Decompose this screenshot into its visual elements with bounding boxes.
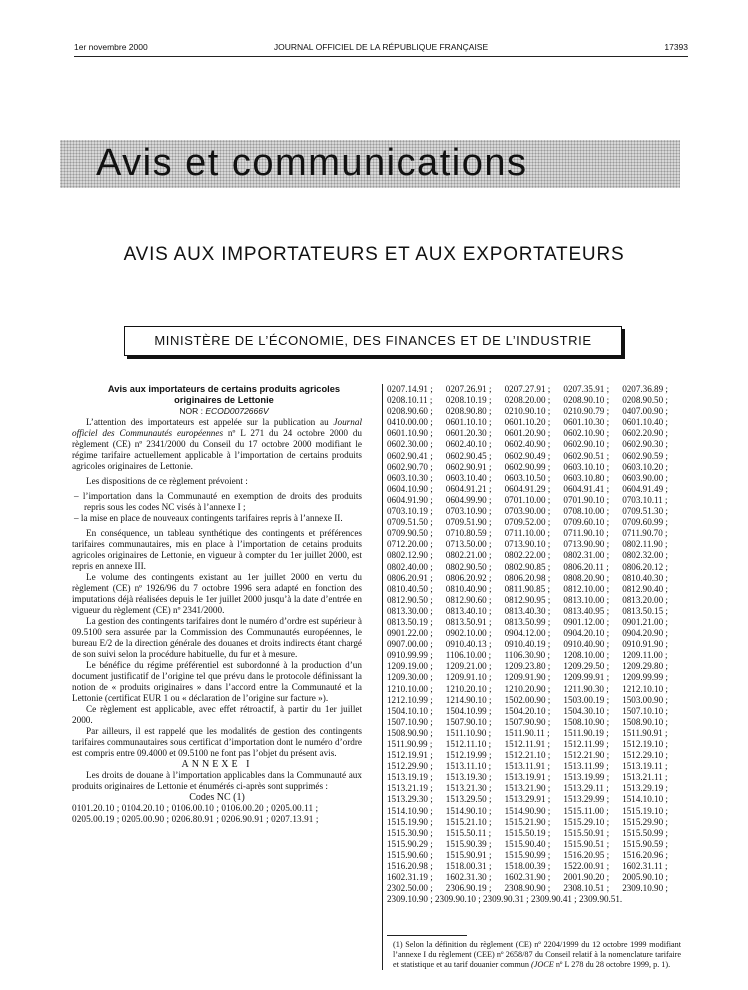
nc-code: 1513.19.11 ;	[622, 761, 668, 772]
nc-code: 0208.90.10 ;	[563, 395, 610, 406]
nc-code: 1515.90.59 ;	[622, 838, 668, 849]
nc-code: 1211.90.30 ;	[563, 683, 609, 694]
nc-code: 0802.31.00 ;	[563, 550, 610, 561]
paragraph-1-end: nº L 271 du 24 octobre 2000 du règlement (CE) nº 2341/2000 du Conseil du 17 octobre 2000 modifiant le régime tarifaire actuellement applicable à l’importation de certains produits agricoles originaires de Lettonie.	[72, 428, 363, 471]
nc-code: 0602.90.51 ;	[563, 450, 610, 461]
nc-code: 1515.19.10 ;	[622, 805, 668, 816]
nc-code: 1209.19.00 ;	[387, 661, 433, 672]
nc-code: 0806.20.92 ;	[445, 572, 492, 583]
nc-code: 1504.30.10 ;	[563, 705, 610, 716]
header-page-number: 17393	[664, 42, 688, 52]
nc-code: 0602.90.91 ;	[445, 461, 492, 472]
nc-code: 1602.31.11 ;	[622, 861, 668, 872]
nc-code: 0713.90.10 ;	[504, 539, 551, 550]
nc-code: 1513.21.19 ;	[387, 783, 433, 794]
nc-code: 0813.40.10 ;	[445, 605, 492, 616]
nc-code: 0813.40.30 ;	[504, 605, 551, 616]
nc-code: 0604.91.49 ;	[622, 483, 668, 494]
nc-code: 0811.90.85 ;	[504, 583, 550, 594]
nc-code: 1602.31.90 ;	[504, 872, 551, 883]
nc-code: 1515.90.99 ;	[504, 849, 551, 860]
nc-code: 1512.11.10 ;	[445, 739, 492, 749]
nc-code: 0603.10.40 ;	[445, 472, 492, 483]
nc-code: 0604.91.41 ;	[563, 483, 610, 494]
nc-code: 0709.51.50 ;	[387, 517, 433, 528]
nc-code: 1522.00.91 ;	[563, 861, 610, 872]
nc-code: 0910.40.90 ;	[563, 639, 610, 650]
nc-code: 0709.52.00 ;	[504, 517, 551, 528]
nc-code: 0901.22.00 ;	[387, 628, 433, 639]
nc-code: 0806.20.91 ;	[387, 572, 433, 583]
nc-code: 0703.10.19 ;	[387, 506, 433, 517]
nc-code: 1209.29.80 ;	[622, 661, 668, 672]
nc-code: 1512.19.99 ;	[445, 750, 492, 761]
nc-code: 1507.90.90 ;	[504, 716, 551, 727]
nc-code: 0603.10.10 ;	[563, 461, 610, 472]
nc-code: 1212.10.99 ;	[387, 694, 433, 705]
nc-code: 0208.90.50 ;	[622, 395, 668, 406]
nc-code: 1515.29.90 ;	[622, 816, 668, 827]
nc-code: 0813.10.00 ;	[563, 594, 610, 605]
nc-code: 1515.90.39 ;	[445, 838, 492, 849]
nc-code: 1515.30.90 ;	[387, 827, 433, 838]
nc-code: 0603.10.20 ;	[622, 461, 668, 472]
nc-code: 1513.21.30 ;	[445, 783, 492, 794]
nc-code: 1514.10.90 ;	[387, 805, 433, 816]
nc-code: 1503.00.90 ;	[622, 694, 668, 705]
nc-code: 1516.20.96 ;	[622, 849, 668, 860]
nc-code: 1512.11.91 ;	[504, 739, 550, 749]
nc-code: 0701.90.10 ;	[563, 494, 610, 505]
nc-code: 0601.20.30 ;	[445, 428, 492, 439]
nc-code: 0713.90.90 ;	[563, 539, 610, 550]
nc-code: 1508.10.90 ;	[563, 716, 610, 727]
nc-code: 0910.91.90 ;	[622, 639, 668, 650]
nc-code: 1515.90.51 ;	[563, 838, 610, 849]
nc-code: 1513.19.99 ;	[563, 772, 610, 783]
nc-code: 1515.50.99 ;	[622, 827, 668, 838]
nc-code: 1209.21.00 ;	[445, 661, 492, 672]
paragraph-4: Le volume des contingents existant au 1er juillet 2000 en vertu du règlement (CE) nº 1926/96 du 7 octobre 1996 sera adapté en fonction des imputations déjà réalisées depuis le 1er juillet 2000 jusqu’à la date d’entrée en vigueur du règlement (CE) nº 2341/2000.	[72, 572, 362, 615]
nc-code: 0711.10.00 ;	[504, 528, 550, 539]
nc-code: 0813.50.19 ;	[387, 616, 433, 627]
nc-code: 0711.90.10 ;	[563, 528, 609, 539]
nc-code: 0601.10.30 ;	[563, 417, 610, 428]
nc-code: 1507.10.90 ;	[387, 716, 433, 727]
nc-code: 0602.90.70 ;	[387, 461, 433, 472]
nc-code: 0208.20.00 ;	[504, 395, 551, 406]
nc-code: 0602.90.99 ;	[504, 461, 551, 472]
nor-reference	[72, 406, 362, 417]
nc-code: 0604.91.21 ;	[445, 483, 492, 494]
nc-code: 1106.30.90 ;	[504, 650, 550, 661]
nc-code: 1511.90.11 ;	[504, 727, 550, 738]
footnote-text-end: nº L 278 du 28 octobre 1999, p. 1).	[553, 960, 671, 970]
nc-code: 1513.11.10 ;	[445, 761, 492, 772]
nc-code: 1511.90.19 ;	[563, 727, 609, 738]
nc-code: 0602.90.30 ;	[622, 439, 668, 450]
nc-code: 0806.20.11 ;	[563, 561, 609, 572]
nc-code: 0709.90.50 ;	[387, 528, 433, 539]
nc-code: 0601.10.40 ;	[622, 417, 668, 428]
nc-code: 0806.20.98 ;	[504, 572, 551, 583]
nc-code: 0603.10.50 ;	[504, 472, 551, 483]
nc-code: 1515.11.00 ;	[563, 805, 609, 816]
nc-code: 1516.20.95 ;	[563, 849, 610, 860]
nc-code: 0802.40.00 ;	[387, 561, 433, 572]
nc-code: 0901.21.00 ;	[622, 616, 668, 627]
nc-code: 1209.99.99 ;	[622, 672, 668, 683]
nc-code: 1515.21.90 ;	[504, 816, 551, 827]
nc-code: 0904.12.00 ;	[504, 628, 551, 639]
nc-code: 0602.90.59 ;	[622, 450, 668, 461]
nc-code: 1515.21.10 ;	[445, 816, 492, 827]
nc-code: 2005.90.10 ;	[622, 872, 668, 883]
nc-code: 1515.50.19 ;	[504, 827, 551, 838]
nc-code: 0813.40.95 ;	[563, 605, 610, 616]
nc-code: 1516.20.98 ;	[387, 861, 433, 872]
nc-code: 1511.90.99 ;	[387, 739, 433, 749]
nc-code: 1504.10.10 ;	[387, 705, 433, 716]
nc-code: 0813.50.15 ;	[622, 605, 668, 616]
nc-code: 0703.10.90 ;	[445, 506, 492, 517]
nc-code: 0812.90.40 ;	[622, 583, 668, 594]
nc-code: 0709.51.90 ;	[445, 517, 492, 528]
nc-code: 0703.10.11 ;	[622, 494, 668, 505]
nc-code: 1602.31.19 ;	[387, 872, 433, 883]
nc-code: 1209.29.50 ;	[563, 661, 610, 672]
codes-grid	[387, 384, 681, 894]
paragraph-7: Ce règlement est applicable, avec effet rétroactif, à partir du 1er juillet 2000.	[72, 704, 362, 725]
nc-code: 0904.20.10 ;	[563, 628, 610, 639]
nc-code: 1503.00.19 ;	[563, 694, 610, 705]
nc-code: 1511.10.90 ;	[445, 727, 492, 738]
nc-code: 1514.90.10 ;	[445, 805, 492, 816]
nc-code: 1504.10.99 ;	[445, 705, 492, 716]
nc-code: 0910.40.13 ;	[445, 639, 492, 650]
nc-code: 0710.80.59 ;	[445, 528, 492, 539]
page-header	[74, 40, 688, 57]
nc-code: 1515.90.91 ;	[445, 849, 492, 860]
nc-code: 1212.10.10 ;	[622, 683, 668, 694]
nc-code: 1507.10.10 ;	[622, 705, 668, 716]
nc-code: 2001.90.20 ;	[563, 872, 610, 883]
paragraph-3: En conséquence, un tableau synthétique des contingents et préférences tarifaires communautaires, mis en place à l’importation de cetains produits agricoles originaires de Lettonie, en vigueur à compter du 1er juillet 2000, est repris en annexe III.	[72, 528, 362, 571]
nc-code: 1515.50.91 ;	[563, 827, 610, 838]
nc-code: 0709.60.10 ;	[563, 517, 610, 528]
nc-code: 2308.10.51 ;	[563, 883, 610, 894]
footnote-rule	[387, 935, 467, 936]
nc-code: 2309.10.90 ;	[622, 883, 668, 894]
nc-code: 1515.19.90 ;	[387, 816, 433, 827]
paragraph-2: Les dispositions de ce règlement prévoient :	[86, 476, 248, 486]
nc-code: 0812.10.00 ;	[563, 583, 610, 594]
section-title: AVIS AUX IMPORTATEURS ET AUX EXPORTATEURS	[123, 244, 625, 265]
nc-code: 0410.00.00 ;	[387, 417, 433, 428]
nc-code: 0602.40.90 ;	[504, 439, 551, 450]
footnote-journal: (JOCE	[531, 960, 554, 970]
nc-code: 0907.00.00 ;	[387, 639, 433, 650]
nc-code: 1511.90.91 ;	[622, 727, 668, 738]
nc-code: 1515.50.11 ;	[445, 827, 492, 838]
dash-item-2: – la mise en place de nouveaux contingents tarifaires repris à l’annexe II.	[74, 513, 343, 523]
nc-code: 1513.29.50 ;	[445, 794, 492, 805]
nc-code: 0802.90.85 ;	[504, 561, 551, 572]
nc-code: 0602.90.10 ;	[563, 439, 610, 450]
nc-code: 0812.90.60 ;	[445, 594, 492, 605]
nc-code: 1504.20.10 ;	[504, 705, 551, 716]
nc-code: 1210.20.90 ;	[504, 683, 551, 694]
codes-nc-heading: Codes NC (1)	[189, 792, 245, 803]
nc-code: 1518.00.31 ;	[445, 861, 492, 872]
nc-code: 0407.00.90 ;	[622, 406, 668, 417]
nc-code: 0602.20.90 ;	[622, 428, 668, 439]
nc-code: 0207.14.91 ;	[387, 384, 433, 394]
footnote	[387, 940, 681, 970]
nc-code: 0904.20.90 ;	[622, 628, 668, 639]
nc-code: 0806.20.12 ;	[622, 561, 668, 572]
nc-code: 1208.10.00 ;	[563, 650, 610, 661]
nc-code: 2308.90.90 ;	[504, 883, 551, 894]
paragraph-1-journal-name: Journal officiel des Communautés européennes	[72, 417, 363, 438]
nc-code: 0208.90.60 ;	[387, 406, 433, 417]
nc-code: 0603.10.30 ;	[387, 472, 433, 483]
nc-code: 1513.19.91 ;	[504, 772, 551, 783]
dash-item-1: – l’importation dans la Communauté en exemption de droits des produits repris sous les codes NC visés à l’annexe I ;	[74, 491, 362, 512]
nc-code: 0604.99.90 ;	[445, 494, 492, 505]
nc-code: 0713.50.00 ;	[445, 539, 492, 550]
nc-code: 0902.10.00 ;	[445, 628, 492, 639]
footnote-text-start: (1) Selon la définition du règlement (CE) nº 2204/1999 du 12 octobre 1999 modifiant l’annexe I du règlement (CEE) nº 2658/87 du Conseil relatif à la nomenclature tarifaire et statistique et au tarif douanier commun	[393, 940, 681, 970]
nc-code: 0812.90.50 ;	[387, 594, 433, 605]
nc-code: 0802.21.00 ;	[445, 550, 492, 561]
paragraph-1-start: L’attention des importateurs est appelée sur la publication au	[86, 417, 329, 427]
nc-code: 0602.10.90 ;	[563, 428, 610, 439]
nc-code: 0703.90.00 ;	[504, 506, 551, 517]
nc-code: 1513.19.19 ;	[387, 772, 433, 783]
nc-code: 1508.90.90 ;	[387, 727, 433, 738]
paragraph-5: La gestion des contingents tarifaires dont le numéro d’ordre est supérieur à 09.5100 sera assurée par la Commission des Communautés européennes, le bureau E/2 de la direction générale des douanes et droits indirects étant chargé de son suivi selon la procédure habituelle, du fur et à mesure.	[72, 616, 362, 659]
nc-code: 0810.40.90 ;	[445, 583, 492, 594]
header-date: 1er novembre 2000	[74, 42, 148, 52]
nc-code: 0602.90.49 ;	[504, 450, 551, 461]
nc-code: 1513.11.91 ;	[504, 761, 550, 772]
nc-code: 1209.30.00 ;	[387, 672, 433, 683]
header-journal-title: JOURNAL OFFICIEL DE LA RÉPUBLIQUE FRANÇAISE	[273, 42, 489, 52]
paragraph-8: Par ailleurs, il est rappelé que les modalités de gestion des contingents tarifaires communautaires sous certificat d’importation dont le numéro d’ordre est compris entre 09.4000 et 09.5100 ne font pas l’objet du présent avis.	[72, 726, 362, 758]
nc-code: 1513.29.11 ;	[563, 783, 609, 794]
nc-code: 0812.90.95 ;	[504, 594, 551, 605]
nc-code: 1515.90.40 ;	[504, 838, 551, 849]
nc-code: 0813.50.99 ;	[504, 616, 551, 627]
nc-code: 0601.10.90 ;	[387, 428, 433, 439]
nc-code: 1214.90.10 ;	[445, 694, 492, 705]
nc-code: 1513.21.11 ;	[622, 772, 668, 783]
notice-title-line2: originaires de Lettonie	[174, 395, 274, 405]
nc-code: 0208.90.80 ;	[445, 406, 492, 417]
nc-code: 0602.30.00 ;	[387, 439, 433, 450]
ministry-box: MINISTÈRE DE L’ÉCONOMIE, DES FINANCES ET DE L’INDUSTRIE	[124, 326, 622, 356]
nor-code: ECOD0072666V	[205, 406, 269, 416]
nc-code: 0901.12.00 ;	[563, 616, 610, 627]
nc-code: 0708.10.00 ;	[563, 506, 610, 517]
paragraph-1	[72, 417, 362, 472]
nc-code: 1209.11.00 ;	[622, 650, 668, 661]
nor-label: NOR :	[179, 406, 203, 416]
nc-code: 1508.90.10 ;	[622, 716, 668, 727]
nc-code: 0802.11.90 ;	[622, 539, 668, 550]
section-banner-title: Avis et communications	[96, 142, 528, 184]
nc-code: 1518.00.39 ;	[504, 861, 551, 872]
nc-code: 1512.21.10 ;	[504, 750, 551, 761]
nc-code: 1514.10.10 ;	[622, 794, 668, 805]
notice-title-line1: Avis aux importateurs de certains produits agricoles	[107, 384, 341, 394]
nc-code: 0207.35.91 ;	[563, 384, 610, 394]
nc-code: 0810.40.50 ;	[387, 583, 433, 594]
nc-code: 0701.10.00 ;	[504, 494, 551, 505]
paragraph-6: Le bénéfice du régime préférentiel est subordonné à la production d’un document justificatif de l’origine tel que prévu dans le protocole définissant la notion de « produits originaires » dans l’accord entre la Communauté et la Lettonie (certificat EUR 1 ou « déclaration de l’origine sur facture »).	[72, 660, 362, 703]
codes-column	[382, 384, 681, 970]
nc-code: 0210.90.10 ;	[504, 406, 551, 417]
nc-code: 0601.20.90 ;	[504, 428, 551, 439]
nc-code: 0207.27.91 ;	[504, 384, 551, 394]
nc-code: 0604.10.90 ;	[387, 483, 433, 494]
nc-code: 0709.60.99 ;	[622, 517, 668, 528]
nc-code: 0810.40.30 ;	[622, 572, 668, 583]
nc-code: 0207.36.89 ;	[622, 384, 668, 394]
nc-code: 1513.21.90 ;	[504, 783, 551, 794]
nc-code: 0602.90.45 ;	[445, 450, 492, 461]
nc-code: 1106.10.00 ;	[445, 650, 492, 661]
nc-code: 1512.21.90 ;	[563, 750, 610, 761]
nc-code: 0802.12.90 ;	[387, 550, 433, 561]
nc-code: 0210.90.79 ;	[563, 406, 610, 417]
nc-code: 1513.11.99 ;	[563, 761, 609, 772]
nc-code: 0709.51.30 ;	[622, 506, 668, 517]
nc-code: 1513.29.91 ;	[504, 794, 551, 805]
nc-code: 1502.00.90 ;	[504, 694, 551, 705]
notice-column	[72, 384, 362, 825]
nc-code: 0712.20.00 ;	[387, 539, 433, 550]
nc-code: 1210.10.00 ;	[387, 683, 433, 694]
nc-code: 1513.19.30 ;	[445, 772, 492, 783]
nc-code: 1507.90.10 ;	[445, 716, 492, 727]
nc-code: 1512.29.10 ;	[622, 750, 668, 761]
nc-code: 0602.90.41 ;	[387, 450, 433, 461]
nc-code: 2302.50.00 ;	[387, 883, 433, 894]
nc-code: 1514.90.90 ;	[504, 805, 551, 816]
nc-code: 0601.10.20 ;	[504, 417, 551, 428]
nc-code: 0910.99.99 ;	[387, 650, 433, 661]
nc-code: 1513.29.19 ;	[622, 783, 668, 794]
nc-code: 1513.29.99 ;	[563, 794, 610, 805]
annexe-heading: ANNEXE I	[181, 759, 253, 770]
nc-code: 0603.90.00 ;	[622, 472, 668, 483]
nc-code: 0910.40.19 ;	[504, 639, 551, 650]
nc-code: 0802.90.50 ;	[445, 561, 492, 572]
nc-code: 1512.19.10 ;	[622, 739, 668, 749]
nc-code: 0604.91.90 ;	[387, 494, 433, 505]
nc-code: 1602.31.30 ;	[445, 872, 492, 883]
nc-code: 1512.19.91 ;	[387, 750, 433, 761]
nc-code: 0813.30.00 ;	[387, 605, 433, 616]
nc-code: 0813.20.00 ;	[622, 594, 668, 605]
nc-code: 1515.29.10 ;	[563, 816, 610, 827]
nc-code: 0603.10.80 ;	[563, 472, 610, 483]
nc-code: 0813.50.91 ;	[445, 616, 492, 627]
nc-code: 0604.91.29 ;	[504, 483, 551, 494]
nc-code: 0711.90.70 ;	[622, 528, 668, 539]
nc-code: 0208.10.11 ;	[387, 395, 433, 406]
code-line-2: 0205.00.19 ; 0205.00.90 ; 0206.80.91 ; 0206.90.91 ; 0207.13.91 ;	[72, 814, 319, 824]
nc-code: 1209.91.90 ;	[504, 672, 551, 683]
nc-code: 0808.20.90 ;	[563, 572, 610, 583]
codes-final-line: 2309.10.90 ; 2309.90.10 ; 2309.90.31 ; 2309.90.41 ; 2309.90.51.	[387, 894, 623, 905]
nc-code: 1512.29.90 ;	[387, 761, 433, 772]
nc-code: 2306.90.19 ;	[445, 883, 492, 894]
nc-code: 1209.99.91 ;	[563, 672, 610, 683]
nc-code: 0208.10.19 ;	[445, 395, 492, 406]
nc-code: 1210.20.10 ;	[445, 683, 492, 694]
nc-code: 0601.10.10 ;	[445, 417, 492, 428]
nc-code: 0802.22.00 ;	[504, 550, 551, 561]
nc-code: 0802.32.00 ;	[622, 550, 668, 561]
nc-code: 0207.26.91 ;	[445, 384, 492, 394]
nc-code: 0602.40.10 ;	[445, 439, 492, 450]
paragraph-9: Les droits de douane à l’importation applicables dans la Communauté aux produits originaires de Lettonie et énumérés ci-après sont supprimés :	[72, 770, 362, 791]
nc-code: 1515.90.60 ;	[387, 849, 433, 860]
nc-code: 1209.23.80 ;	[504, 661, 551, 672]
code-line-1: 0101.20.10 ; 0104.20.10 ; 0106.00.10 ; 0106.00.20 ; 0205.00.11 ;	[72, 803, 319, 813]
nc-code: 1513.29.30 ;	[387, 794, 433, 805]
nc-code: 1512.11.99 ;	[563, 739, 609, 749]
nc-code: 1209.91.10 ;	[445, 672, 492, 683]
nc-code: 1515.90.29 ;	[387, 838, 433, 849]
